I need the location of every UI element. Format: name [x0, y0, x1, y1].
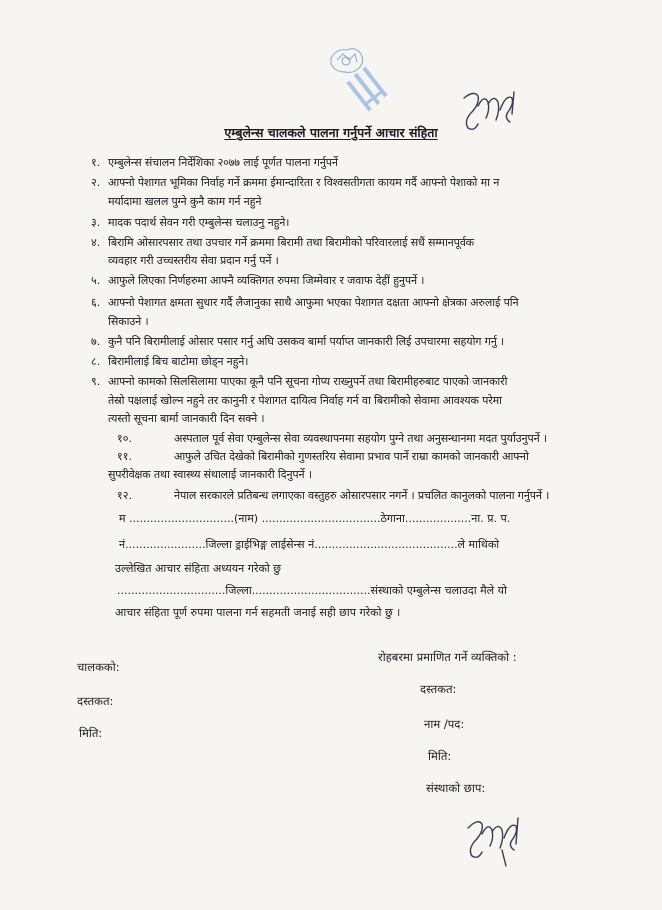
witness-name-post-label: नाम /पद: [424, 717, 465, 731]
rule-text: तेस्रो पक्षलाई खोल्न नहुने तर कानुनी र पेशागत दायित्व निर्वाह गर्न वा बिरामीको सेवामा आवश्यक परेमा [108, 394, 502, 407]
rule-text: त्यस्तो सूचना बार्मा जानकारी दिन सक्ने । [108, 412, 265, 425]
declaration-line: ...............................जिल्ला..................................संस्थाको एम्बुलेन्स चलाउदा मैले यो [117, 584, 507, 597]
rule-text: सुपरीवेक्षक तथा स्वास्थ्य संथालाई जानकारी दिनुपर्ने । [108, 468, 312, 481]
driver-signature-label: दस्तकत: [77, 694, 114, 708]
rule-number: २. [91, 176, 101, 189]
rule-text: सिकाउने । [108, 315, 149, 328]
rule-number: ६. [91, 296, 101, 309]
witness-date-label: मिति: [428, 749, 452, 763]
witness-heading: रोहबरमा प्रमाणित गर्ने व्यक्तिको : [378, 650, 517, 664]
rule-text: नेपाल सरकारले प्रतिबन्ध लगाएका वस्तुहरु ओसारपसार नगर्ने । प्रचलित कानुलको पालना गर्नुपर्ने । [174, 489, 550, 502]
rule-text: अस्पताल पूर्व सेवा एम्बुलेन्स सेवा व्यवस्थापनमा सहयोग पुग्ने तथा अनुसन्धानमा मदत पुर्याउनुपर्ने । [174, 432, 547, 445]
declaration-line: म ..............................(नाम) ..................................ठेगाना...................ना. प्र. प. [119, 512, 511, 525]
rule-number: ९. [91, 375, 101, 388]
rule-text: बिरामीलाई बिच बाटोमा छोड्न नहुने। [108, 355, 249, 368]
rule-text: व्यवहार गरी उच्चस्तरीय सेवा प्रदान गर्नु पर्ने । [108, 254, 279, 267]
rule-number: १. [91, 156, 101, 169]
rule-number: ८. [91, 355, 101, 368]
rule-text: आफ्नो पेशागत भूमिका निर्वाह गर्ने क्रममा ईमान्दारिता र विश्वसतीगता कायम गर्दै आफ्नो पेशाको मा न [108, 176, 500, 189]
driver-date-label: मिति: [79, 726, 103, 740]
signature-icon [462, 810, 528, 868]
office-seal-icon [303, 44, 395, 132]
rule-text: कुनै पनि बिरामीलाई ओसार पसार गर्नु अघि उसकव बार्मा पर्याप्त जानकारी लिई उपचारमा सहयोग गर्नु । [108, 335, 505, 348]
rule-number: ४. [91, 236, 101, 249]
rule-text: मर्यादामा खलल पुग्ने कुनै काम गर्न नहुने [108, 195, 262, 208]
rule-text: मादक पदार्थ सेवन गरी एम्बुलेन्स चलाउनु नहुने। [108, 216, 290, 229]
rule-text: आफ्नो पेशागत क्षमता सुधार गर्दै लैजानुका साथै आफुमा भएका पेशागत दक्षता आफ्नो क्षेत्रका अरुलाई पनि [108, 296, 519, 309]
declaration-line: आचार संहिता पूर्ण रुपमा पालना गर्न सहमती जनाई सही छाप गरेको छु । [115, 606, 401, 619]
witness-signature-label: दस्तकत: [420, 682, 457, 696]
witness-stamp-label: संस्थाको छाप: [426, 781, 486, 795]
rule-number: १०. [117, 432, 132, 445]
rule-text: बिरामि ओसारपसार तथा उपचार गर्ने क्रममा बिरामी तथा बिरामीको परिवारलाई सधैं सम्मानपूर्वक [108, 236, 474, 249]
rule-number: ७. [91, 335, 101, 348]
document-title: एम्बुलेन्स चालकले पालना गर्नुपर्ने आचार संहिता [224, 125, 438, 140]
declaration-line: नं.......................जिल्ला ड्राईभिङ्ग लाईसेन्स नं.........................................ले माथिको [119, 538, 500, 551]
rule-text: आफुले लिएका निर्णहरुमा आफ्नै व्यक्तिगत रुपमा जिम्मेवार र जवाफ देहीं हुनुपर्ने । [108, 274, 425, 287]
rule-number: ५. [91, 274, 101, 287]
declaration-line: उल्लेखित आचार संहिता अध्ययन गरेको छु [115, 562, 281, 575]
rule-text: आफ्नो कामको सिलसिलामा पाएका कूनै पनि सूचना गोप्य राख्नुपर्ने तथा बिरामीहरुबाट पाएको जानकारी [108, 375, 508, 388]
rule-text: एम्बुलेन्स संचालन निर्देशिका २०७७ लाई पूर्णत पालना गर्नुपर्ने [108, 156, 338, 169]
driver-heading: चालकको: [77, 660, 120, 674]
rule-number: ३. [91, 216, 101, 229]
rule-number: १२. [117, 489, 132, 502]
rule-number: ११. [117, 450, 132, 463]
rule-text: आफुले उचित देखेको बिरामीको गुणस्तरिय सेवामा प्रभाव पार्ने राम्रा कामको जानकारी आफ्नो [174, 450, 529, 463]
